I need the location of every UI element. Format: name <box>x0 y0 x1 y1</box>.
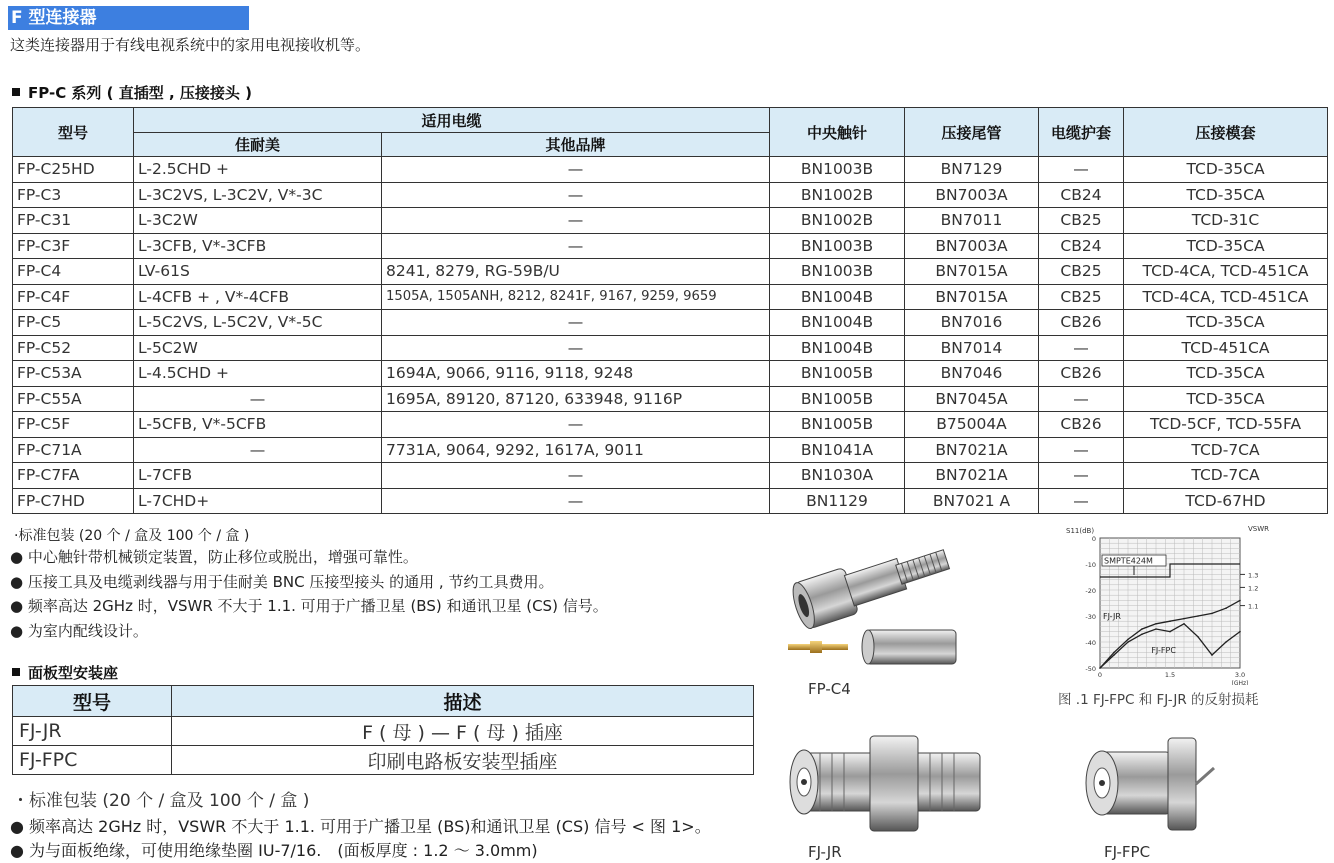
canare-cable-cell: L-2.5CHD + <box>134 157 382 183</box>
fjjr-label: FJ-JR <box>808 843 842 861</box>
section1-note: ·标准包装 (20 个 / 盒及 100 个 / 盒 ) <box>14 528 250 544</box>
pin-cell: BN1005B <box>770 412 905 438</box>
y-tick-label: 0 <box>1091 535 1096 543</box>
boot-cell: CB24 <box>1039 182 1124 208</box>
data-point <box>1113 654 1115 656</box>
boot-cell: — <box>1039 463 1124 489</box>
pin-cell: BN1041A <box>770 437 905 463</box>
canare-cable-cell: — <box>134 386 382 412</box>
model-cell: FP-C53A <box>13 361 134 387</box>
y2-tick-label: 1.2 <box>1248 584 1259 593</box>
page-title: F 型连接器 <box>8 6 249 30</box>
fjfpc-label: FJ-FPC <box>1104 843 1151 861</box>
other-brand-cell: — <box>382 182 770 208</box>
data-point <box>1183 623 1185 625</box>
model-cell: FP-C25HD <box>13 157 134 183</box>
die-cell: TCD-451CA <box>1124 335 1328 361</box>
x-unit-label: (GHz) <box>1231 680 1249 685</box>
data-point <box>1155 628 1157 630</box>
table-row <box>13 284 1328 310</box>
die-cell: TCD-35CA <box>1124 182 1328 208</box>
table-row <box>13 746 754 775</box>
canare-cable-cell: L-7CFB <box>134 463 382 489</box>
other-brand-cell: — <box>382 233 770 259</box>
panel-header-model: 型号 <box>13 686 172 717</box>
section1-title <box>12 82 252 103</box>
data-point <box>1239 600 1241 602</box>
boot-cell: CB26 <box>1039 412 1124 438</box>
model-cell: FP-C71A <box>13 437 134 463</box>
boot-cell: CB25 <box>1039 259 1124 285</box>
bullet-item: ● 频率高达 2GHz 时，VSWR 不大于 1.1. 可用于广播卫星 (BS) 和通讯卫星 (CS) 信号。 <box>10 597 608 615</box>
y-tick-label: -30 <box>1085 613 1096 621</box>
bullet-item: ● 频率高达 2GHz 时，VSWR 不大于 1.1. 可用于广播卫星 (BS)和通讯卫星 (CS) 信号 < 图 1>。 <box>10 817 711 836</box>
sleeve-cell: B75004A <box>905 412 1039 438</box>
sleeve-cell: BN7045A <box>905 386 1039 412</box>
pin-cell: BN1030A <box>770 463 905 489</box>
table-row <box>13 310 1328 336</box>
sleeve-cell: BN7011 <box>905 208 1039 234</box>
other-brand-cell: — <box>382 335 770 361</box>
header-canare: 佳耐美 <box>134 133 382 157</box>
boot-cell: — <box>1039 437 1124 463</box>
canare-cable-cell: L-5C2VS, L-5C2V, V*-5C <box>134 310 382 336</box>
y-tick-label: -10 <box>1085 561 1096 569</box>
y-tick-label: -50 <box>1085 665 1096 673</box>
canare-cable-cell: L-3CFB, V*-3CFB <box>134 233 382 259</box>
die-cell: TCD-31C <box>1124 208 1328 234</box>
pin-cell: BN1005B <box>770 386 905 412</box>
other-brand-cell: — <box>382 412 770 438</box>
y2-tick-label: 1.3 <box>1248 571 1259 580</box>
boot-cell: — <box>1039 488 1124 514</box>
die-cell: TCD-35CA <box>1124 310 1328 336</box>
boot-cell: — <box>1039 157 1124 183</box>
die-cell: TCD-35CA <box>1124 233 1328 259</box>
sleeve-cell: BN7016 <box>905 310 1039 336</box>
data-point <box>1197 636 1199 638</box>
sleeve-cell: BN7021A <box>905 463 1039 489</box>
model-cell: FP-C3 <box>13 182 134 208</box>
die-cell: TCD-35CA <box>1124 361 1328 387</box>
model-cell: FP-C7HD <box>13 488 134 514</box>
header-model: 型号 <box>13 108 134 157</box>
boot-cell: CB25 <box>1039 208 1124 234</box>
pin-cell: BN1129 <box>770 488 905 514</box>
data-point <box>1211 613 1213 615</box>
canare-cable-cell: L-4CFB + , V*-4CFB <box>134 284 382 310</box>
series-label-fj-fpc: FJ-FPC <box>1151 645 1176 655</box>
boot-cell: — <box>1039 386 1124 412</box>
panel-model-cell: FJ-JR <box>13 717 172 746</box>
bullet-square-icon <box>12 88 20 96</box>
die-cell: TCD-5CF, TCD-55FA <box>1124 412 1328 438</box>
data-point <box>1169 620 1171 622</box>
die-cell: TCD-7CA <box>1124 463 1328 489</box>
table-row <box>13 233 1328 259</box>
panel-desc-cell: F ( 母 ) — F ( 母 ) 插座 <box>172 717 754 746</box>
data-point <box>1099 667 1101 669</box>
section2-title <box>12 662 118 683</box>
fpc4-label: FP-C4 <box>808 680 851 698</box>
table-row <box>13 208 1328 234</box>
pin-cell: BN1003B <box>770 233 905 259</box>
table-row <box>13 361 1328 387</box>
other-brand-cell: 1694A, 9066, 9116, 9118, 9248 <box>382 361 770 387</box>
pin-cell: BN1002B <box>770 182 905 208</box>
model-cell: FP-C31 <box>13 208 134 234</box>
data-point <box>1239 631 1241 633</box>
bullet-item: ● 压接工具及电缆剥线器与用于佳耐美 BNC 压接型接头 的通用 , 节约工具费用。 <box>10 572 554 591</box>
panel-model-cell: FJ-FPC <box>13 746 172 775</box>
y2-axis-label: VSWR <box>1248 525 1270 533</box>
pin-cell: BN1004B <box>770 310 905 336</box>
model-cell: FP-C3F <box>13 233 134 259</box>
die-cell: TCD-67HD <box>1124 488 1328 514</box>
bullet-square-icon <box>12 668 20 676</box>
other-brand-cell: — <box>382 157 770 183</box>
x-tick-label: 3.0 <box>1234 671 1246 679</box>
other-brand-cell: 1695A, 89120, 87120, 633948, 9116P <box>382 386 770 412</box>
data-point <box>1155 623 1157 625</box>
sleeve-cell: BN7129 <box>905 157 1039 183</box>
table-row <box>13 488 1328 514</box>
panel-header-desc: 描述 <box>172 686 754 717</box>
pin-cell: BN1005B <box>770 361 905 387</box>
other-brand-cell: — <box>382 488 770 514</box>
panel-desc-cell: 印刷电路板安装型插座 <box>172 746 754 775</box>
fpc-series-table <box>12 107 1328 514</box>
other-brand-cell: 8241, 8279, RG-59B/U <box>382 259 770 285</box>
boot-cell: CB24 <box>1039 233 1124 259</box>
die-cell: TCD-4CA, TCD-451CA <box>1124 259 1328 285</box>
x-tick-label: 1.5 <box>1164 671 1176 679</box>
sleeve-cell: BN7021 A <box>905 488 1039 514</box>
canare-cable-cell: L-5C2W <box>134 335 382 361</box>
data-point <box>1141 633 1143 635</box>
x-tick-label: 0 <box>1097 671 1103 679</box>
model-cell: FP-C5 <box>13 310 134 336</box>
boot-cell: CB26 <box>1039 310 1124 336</box>
bullet-item: ● 为室内配线设计。 <box>10 621 148 640</box>
canare-cable-cell: — <box>134 437 382 463</box>
data-point <box>1127 639 1129 641</box>
pin-cell: BN1004B <box>770 284 905 310</box>
sleeve-cell: BN7014 <box>905 335 1039 361</box>
sleeve-cell: BN7015A <box>905 259 1039 285</box>
pin-cell: BN1004B <box>770 335 905 361</box>
intro-text: 这类连接器用于有线电视系统中的家用电视接收机等。 <box>10 36 371 54</box>
bullet-item: ● 为与面板绝缘，可使用绝缘垫圈 IU-7/16. (面板厚度 : 1.2 ～ 3.0mm) <box>10 841 538 860</box>
fjfpc-connector-image <box>1080 728 1220 846</box>
data-point <box>1225 641 1227 643</box>
y-tick-label: -40 <box>1085 639 1096 647</box>
table-row <box>13 437 1328 463</box>
table-row <box>13 463 1328 489</box>
header-pin: 中央触针 <box>770 108 905 157</box>
canare-cable-cell: L-3C2W <box>134 208 382 234</box>
table-row <box>13 259 1328 285</box>
canare-cable-cell: L-3C2VS, L-3C2V, V*-3C <box>134 182 382 208</box>
canare-cable-cell: L-4.5CHD + <box>134 361 382 387</box>
sleeve-cell: BN7015A <box>905 284 1039 310</box>
pin-cell: BN1002B <box>770 208 905 234</box>
model-cell: FP-C55A <box>13 386 134 412</box>
panel-mount-table <box>12 685 754 775</box>
data-point <box>1225 607 1227 609</box>
section2-note: ・标准包装 (20 个 / 盒及 100 个 / 盒 ) <box>12 791 310 811</box>
data-point <box>1211 654 1213 656</box>
model-cell: FP-C7FA <box>13 463 134 489</box>
data-point <box>1113 652 1115 654</box>
pin-cell: BN1003B <box>770 259 905 285</box>
table-row <box>13 386 1328 412</box>
canare-cable-cell: L-7CHD+ <box>134 488 382 514</box>
model-cell: FP-C5F <box>13 412 134 438</box>
boot-cell: CB25 <box>1039 284 1124 310</box>
die-cell: TCD-35CA <box>1124 157 1328 183</box>
section1-title-text: FP-C 系列 ( 直插型 , 压接接头 ) <box>28 84 252 102</box>
table-row <box>13 717 754 746</box>
chart-caption: 图 .1 FJ-FPC 和 FJ-JR 的反射损耗 <box>1058 692 1259 708</box>
sleeve-cell: BN7003A <box>905 182 1039 208</box>
header-other: 其他品牌 <box>382 133 770 157</box>
table-row <box>13 157 1328 183</box>
model-cell: FP-C52 <box>13 335 134 361</box>
canare-cable-cell: LV-61S <box>134 259 382 285</box>
sleeve-cell: BN7021A <box>905 437 1039 463</box>
annotation-label: SMPTE424M <box>1104 556 1153 566</box>
other-brand-cell: 7731A, 9064, 9292, 1617A, 9011 <box>382 437 770 463</box>
other-brand-cell: — <box>382 208 770 234</box>
series-label-fj-jr: FJ-JR <box>1103 612 1121 621</box>
data-point <box>1197 615 1199 617</box>
boot-cell: CB26 <box>1039 361 1124 387</box>
data-point <box>1169 631 1171 633</box>
data-point <box>1141 628 1143 630</box>
header-boot: 电缆护套 <box>1039 108 1124 157</box>
y2-tick-label: 1.1 <box>1248 602 1259 611</box>
other-brand-cell: — <box>382 463 770 489</box>
model-cell: FP-C4F <box>13 284 134 310</box>
table-row <box>13 182 1328 208</box>
pin-cell: BN1003B <box>770 157 905 183</box>
data-point <box>1127 641 1129 643</box>
model-cell: FP-C4 <box>13 259 134 285</box>
y-axis-label: S11(dB) <box>1066 527 1095 535</box>
canare-cable-cell: L-5CFB, V*-5CFB <box>134 412 382 438</box>
section2-title-text: 面板型安装座 <box>28 664 119 682</box>
return-loss-chart <box>1058 520 1328 685</box>
other-brand-cell: 1505A, 1505ANH, 8212, 8241F, 9167, 9259, 9659 <box>382 284 770 310</box>
table-row <box>13 412 1328 438</box>
die-cell: TCD-35CA <box>1124 386 1328 412</box>
header-cable: 适用电缆 <box>134 108 770 133</box>
sleeve-cell: BN7003A <box>905 233 1039 259</box>
bullet-item: ● 中心触针带机械锁定装置，防止移位或脱出，增强可靠性。 <box>10 548 418 566</box>
y-tick-label: -20 <box>1085 587 1096 595</box>
die-cell: TCD-7CA <box>1124 437 1328 463</box>
boot-cell: — <box>1039 335 1124 361</box>
header-sleeve: 压接尾管 <box>905 108 1039 157</box>
data-point <box>1183 618 1185 620</box>
other-brand-cell: — <box>382 310 770 336</box>
header-die: 压接模套 <box>1124 108 1328 157</box>
die-cell: TCD-4CA, TCD-451CA <box>1124 284 1328 310</box>
fpc4-connector-image <box>780 538 970 678</box>
table-row <box>13 335 1328 361</box>
sleeve-cell: BN7046 <box>905 361 1039 387</box>
fjjr-connector-image <box>780 728 1000 846</box>
